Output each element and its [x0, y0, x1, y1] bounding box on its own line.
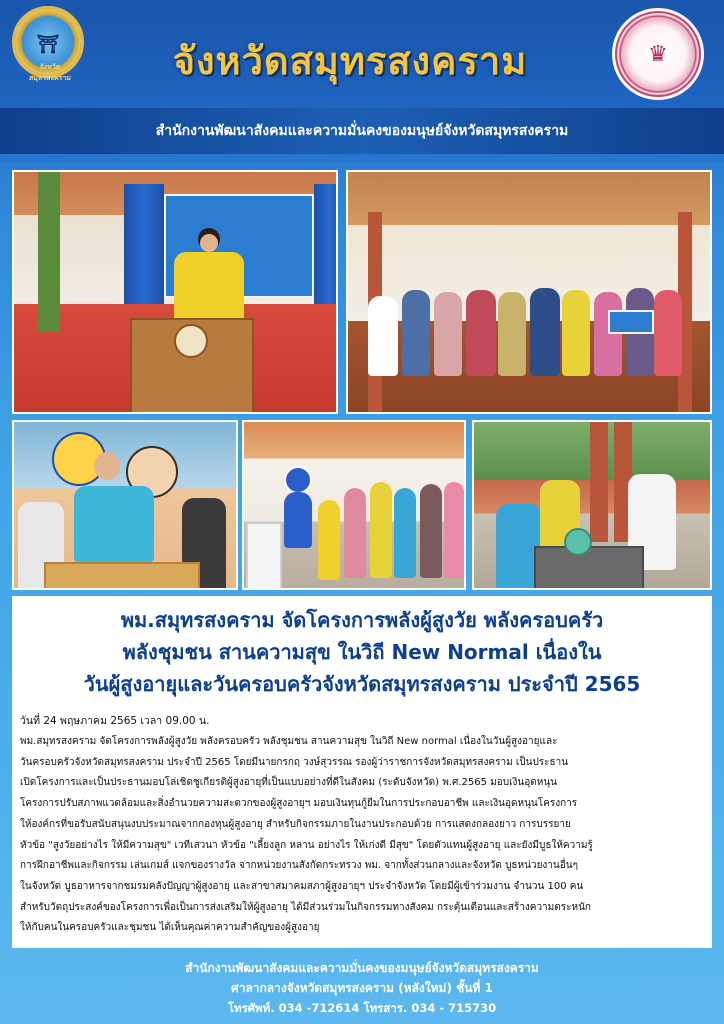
photo-mascots — [12, 420, 238, 590]
headline-line: พลังชุมชน สานความสุข ในวิถี New Normal เนื่องใน — [122, 640, 602, 664]
article-card — [12, 596, 712, 948]
article-headline — [12, 604, 712, 700]
body-line: พม.สมุทรสงคราม จัดโครงการพลังผู้สูงวัย พลังครอบครัว พลังชุมชน สานความสุข ในวิถี New normal เนื่องในวันผู้สูงอายุและ — [20, 736, 558, 747]
headline-line: วันผู้สูงอายุและวันครอบครัวจังหวัดสมุทรสงคราม ประจำปี 2565 — [83, 672, 641, 696]
body-line: วันครอบครัวจังหวัดสมุทรสงคราม ประจำปี 2565 โดยมีนายกรกฤ วงษ์สุวรรณ รองผู้ว่าราชการจังหวัดสมุทรสงคราม เป็นประธาน — [20, 756, 569, 768]
body-line: โครงการปรับสภาพแวดล้อมและสิ่งอำนวยความสะดวกของผู้สูงอายุฯ มอบเงินทุนกู้ยืมในการประกอบอาชีพ และเงินอุดหนุนโครงการ — [20, 798, 578, 810]
footer-address: ศาลากลางจังหวัดสมุทรสงคราม (หลังใหม่) ชั้นที่ 1 — [231, 981, 493, 995]
article-body — [20, 732, 710, 939]
ministry-seal-icon: ♛ — [612, 8, 704, 100]
page-subtitle: สำนักงานพัฒนาสังคมและความมั่นคงของมนุษย์จังหวัดสมุทรสงคราม — [155, 123, 569, 139]
page-footer — [0, 958, 724, 1024]
body-line: ให้องค์กรที่ขอรับสนับสนุนงบประมาณจากกองทุนผู้สูงอายุ สำหรับกิจกรรมภายในงานประกอบด้วย การแสดงกลองยาว การบรรยาย — [20, 818, 571, 830]
body-line: ให้กับคนในครอบครัวและชุมชน ได้เห็นคุณค่าความสำคัญของผู้สูงอายุ — [20, 922, 320, 934]
headline-line: พม.สมุทรสงคราม จัดโครงการพลังผู้สูงวัย พลังครอบครัว — [120, 608, 604, 632]
body-line: หัวข้อ "สูงวัยอย่างไร ให้มีความสุข" เวทีเสวนา หัวข้อ "เลี้ยงลูก หลาน อย่างไร ให้เก่งดี มีสุข" โดยตัวแทนผู้สูงอายุ และยังมีบูธให้ความรู้ — [20, 839, 593, 851]
photo-cooking-booth — [472, 420, 712, 590]
provincial-seal-label: จังหวัดสมุทรสงคราม — [29, 63, 71, 82]
photo-group — [346, 170, 712, 414]
footer-phone: โทรศัพท์. 034 -712614 โทรสาร. 034 - 715730 — [227, 1001, 497, 1015]
article-dateline: วันที่ 24 พฤษภาคม 2565 เวลา 09.00 น. — [20, 715, 210, 727]
footer-office-name: สำนักงานพัฒนาสังคมและความมั่นคงของมนุษย์จังหวัดสมุทรสงคราม — [185, 961, 539, 975]
photo-opening-speech — [12, 170, 338, 414]
page-header — [0, 0, 724, 162]
photo-booth-crowd — [242, 420, 466, 590]
provincial-seal-icon: ⛩ — [12, 6, 84, 78]
body-line: ในจังหวัด บูธอาหารจากชมรมคลังปัญญาผู้สูงอายุ และสาขาสมาคมสภาผู้สูงอายุฯ ประจำจังหวัด โดยมีผู้เข้าร่วมงาน จำนวน 100 คน — [20, 880, 584, 892]
body-line: เปิดโครงการและเป็นประธานมอบโล่เชิดชูเกียรติผู้สูงอายุที่เป็นแบบอย่างที่ดีในสังคม (ระดับจังหวัด) พ.ศ.2565 มอบเงินอุดหนุน — [20, 777, 557, 789]
body-line: สำหรับวัตถุประสงค์ของโครงการเพื่อเป็นการส่งเสริมให้ผู้สูงอายุ ได้มีส่วนร่วมในกิจกรรมทางสังคม กระตุ้นเตือนและสร้างความตระหนัก — [20, 901, 591, 913]
page-title: จังหวัดสมุทรสงคราม — [172, 39, 528, 83]
body-line: การฝึกอาชีพและกิจกรรม เล่นเกมส์ แจกของรางวัล จากหน่วยงานสังกัดกระทรวง พม. จากทั้งส่วนกลางและจังหวัด บูธหน่วยงานอื่นๆ — [20, 860, 578, 872]
